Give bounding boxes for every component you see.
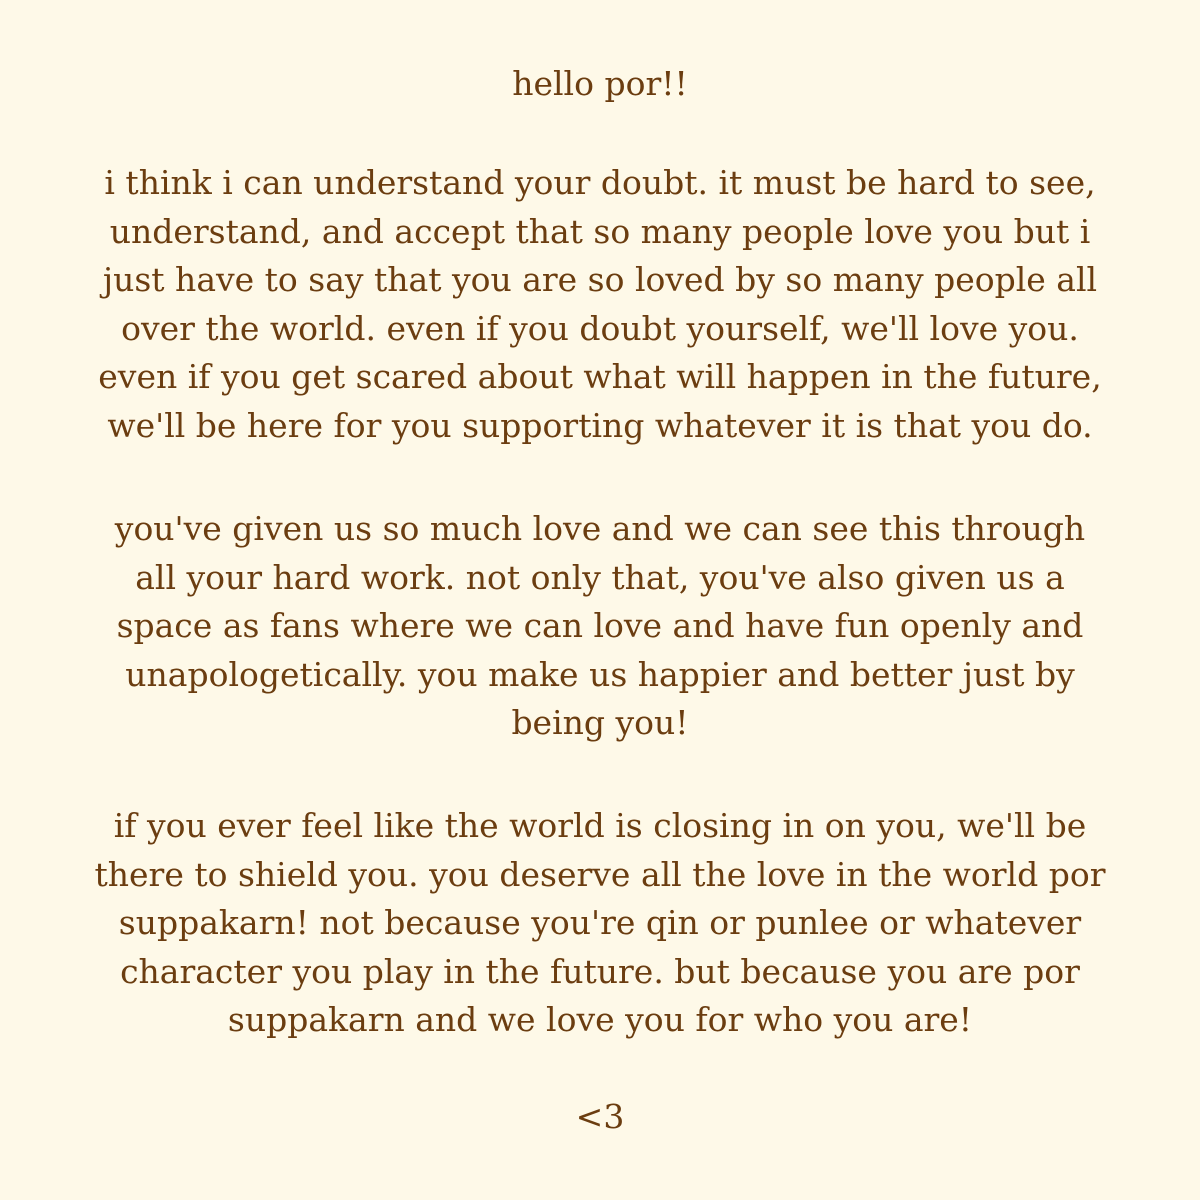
paragraph-line: we'll be here for you supporting whatever it is that you do. [107, 405, 1093, 445]
paragraph-line: understand, and accept that so many people love you but i [109, 211, 1091, 251]
letter-signoff [40, 1093, 1160, 1142]
letter-greeting [40, 60, 1160, 109]
paragraph-line: just have to say that you are so loved by so many people all [102, 260, 1098, 299]
paragraph-line: being you! [511, 703, 689, 742]
paragraph-line: even if you get scared about what will happen in the future, [98, 357, 1102, 396]
signoff-heart: <3 [575, 1097, 625, 1136]
paragraph-line: suppakarn! not because you're qin or punlee or whatever [118, 903, 1082, 942]
paragraph-line: suppakarn and we love you for who you are! [227, 1000, 973, 1039]
paragraph-line: character you play in the future. but because you are por [120, 951, 1080, 991]
letter-paragraph-support [40, 802, 1160, 1045]
greeting-line: hello por!! [512, 64, 688, 103]
letter-paragraph-doubt [40, 159, 1160, 450]
paragraph-line: unapologetically. you make us happier and better just by [125, 654, 1075, 694]
paragraph-line: if you ever feel like the world is closing in on you, we'll be [113, 806, 1087, 845]
paragraph-line: all your hard work. not only that, you've also given us a [135, 557, 1065, 597]
paragraph-line: space as fans where we can love and have fun openly and [116, 606, 1084, 645]
letter-paragraph-gratitude [40, 505, 1160, 748]
paragraph-line: you've given us so much love and we can see this through [114, 509, 1086, 548]
paragraph-line: there to shield you. you deserve all the love in the world por [94, 854, 1106, 894]
paragraph-line: over the world. even if you doubt yourself, we'll love you. [121, 308, 1079, 348]
paragraph-line: i think i can understand your doubt. it must be hard to see, [104, 163, 1096, 202]
